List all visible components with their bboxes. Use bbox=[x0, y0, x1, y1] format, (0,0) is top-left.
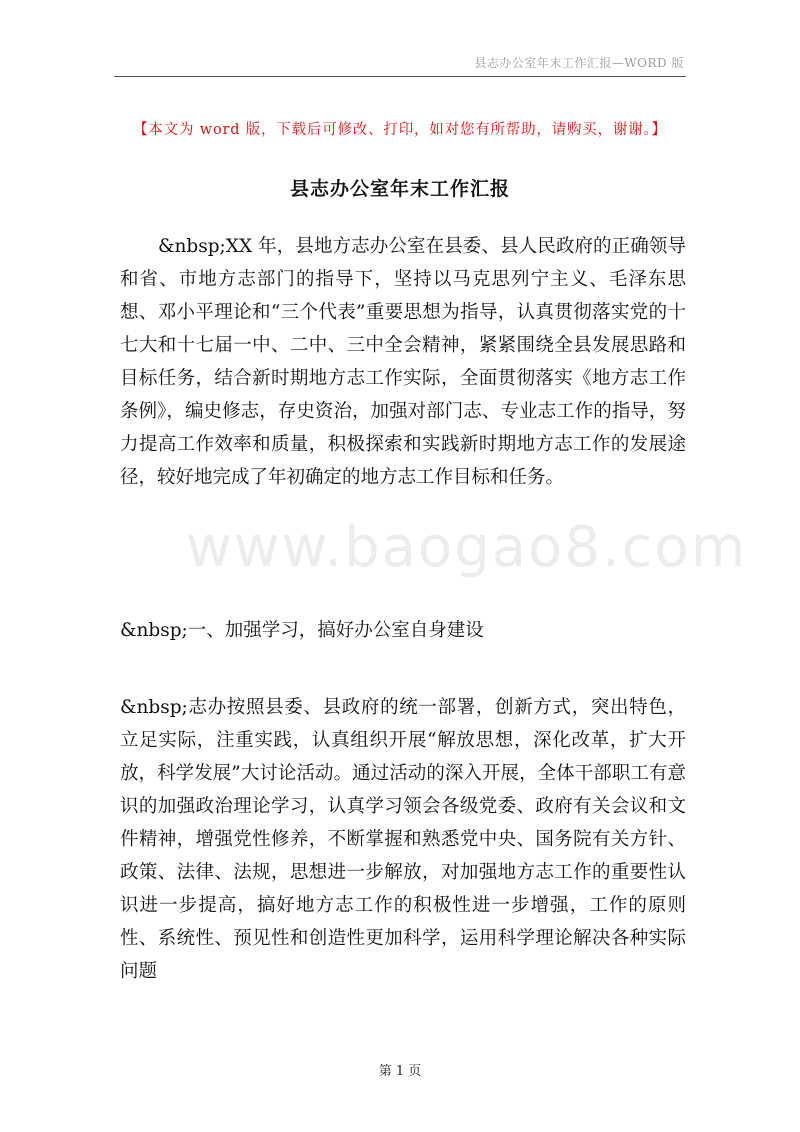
document-title: 县志办公室年末工作汇报 bbox=[289, 178, 510, 200]
page-number: 第 1 页 bbox=[378, 1064, 422, 1079]
section-heading-1: &nbsp;一、加强学习，搞好办公室自身建设 bbox=[120, 620, 484, 641]
running-header: 县志办公室年末工作汇报—WORD 版 bbox=[474, 56, 684, 70]
body-paragraph-2: &nbsp;志办按照县委、县政府的统一部署，创新方式，突出特色，立足实际，注重实践，认真组织开展“解放思想，深化改革，扩大开放，科学发展”大讨论活动。通过活动的深入开展，全体干部职工有意识的加强政治理论学习，认真学习领会各级党委、政府有关会议和文件精神，增强党性修养，不断掌握和熟悉党中央、国务院有关方针、政策、法律、法规，思想进一步解放，对加强地方志工作的重要性认识进一步提高，搞好地方志工作的积极性进一步增强，工作的原则性、系统性、预见性和创造性更加科学，运用科学理论解决各种实际问题 bbox=[120, 697, 686, 982]
watermark: www.baogao8.com bbox=[186, 515, 748, 580]
body-paragraph-1: &nbsp;XX 年，县地方志办公室在县委、县人民政府的正确领导和省、市地方志部门的指导下，坚持以马克思列宁主义、毛泽东思想、邓小平理论和“三个代表”重要思想为指导，认真贯彻落实党的十七大和十七届一中、二中、三中全会精神，紧紧围绕全县发展思路和目标任务，结合新时期地方志工作实际，全面贯彻落实《地方志工作条例》，编史修志，存史资治，加强对部门志、专业志工作的指导，努力提高工作效率和质量，积极探索和实践新时期地方志工作的发展途径，较好地完成了年初确定的地方志工作目标和任务。 bbox=[120, 236, 686, 488]
purchase-notice: 【本文为 word 版，下载后可修改、打印，如对您有所帮助，请购买，谢谢。】 bbox=[133, 122, 667, 138]
header-divider bbox=[114, 76, 686, 77]
